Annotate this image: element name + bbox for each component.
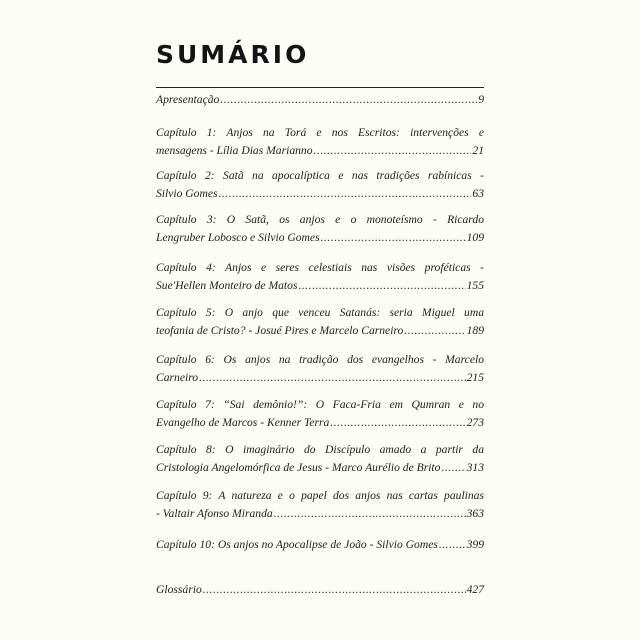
dot-leader (298, 277, 465, 295)
dot-leader (404, 322, 465, 340)
toc-entry-title-line: Capítulo 9: A natureza e o papel dos anjos nas cartas paulinas (156, 489, 484, 502)
toc-entry-leader-line (156, 277, 484, 295)
page-number: 109 (466, 231, 484, 244)
toc-entry (156, 259, 484, 295)
toc-entry-leader-line (156, 91, 484, 109)
toc-entry-title-line: Capítulo 7: “Sai demônio!”: O Faca-Fria em Qumran e no (156, 398, 484, 411)
page-number: 363 (466, 507, 484, 520)
toc-entry-leader-line (156, 414, 484, 432)
toc-entry (156, 304, 484, 340)
dot-leader (330, 414, 465, 432)
toc-entry-leader-line (156, 185, 484, 203)
toc-entry-title-line: Capítulo 2: Satã na apocalíptica e nas tradições rabínicas - (156, 169, 484, 182)
dot-leader (220, 91, 477, 109)
toc-entry-leader-line (156, 229, 484, 247)
dot-leader (314, 142, 472, 160)
page-number: 155 (466, 279, 484, 292)
toc-entry (156, 487, 484, 523)
page-number: 313 (466, 461, 484, 474)
dot-leader (441, 459, 465, 477)
toc-entry (156, 211, 484, 247)
dot-leader (203, 581, 466, 599)
page-number: 273 (466, 416, 484, 429)
toc-entry-title-line: Capítulo 1: Anjos na Torá e nos Escritos: intervenções e (156, 126, 484, 139)
toc-entry-text: - Valtair Afonso Miranda (156, 507, 273, 520)
toc-entry (156, 441, 484, 477)
page-number: 189 (466, 324, 484, 337)
toc-entry-leader-line (156, 322, 484, 340)
toc-entry-text: teofania de Cristo? - Josué Pires e Marcelo Carneiro (156, 324, 404, 337)
dot-leader (321, 229, 466, 247)
page-title: SUMÁRIO (156, 40, 310, 69)
page-number: 427 (466, 583, 484, 596)
dot-leader (274, 505, 466, 523)
toc-entry-title-line: Capítulo 4: Anjos e seres celestiais nas visões proféticas - (156, 261, 484, 274)
dot-leader (439, 536, 466, 554)
toc-entry-leader-line (156, 142, 484, 160)
dot-leader (219, 185, 472, 203)
toc-entry (156, 351, 484, 387)
toc-entry-title-line: Capítulo 5: O anjo que venceu Satanás: seria Miguel uma (156, 306, 484, 319)
toc-entry-title-line: Capítulo 8: O imaginário do Discípulo amado a partir da (156, 443, 484, 456)
toc-entry-leader-line (156, 505, 484, 523)
toc-entry (156, 91, 484, 109)
toc-entry-text: Apresentação (156, 93, 220, 106)
toc-entry-leader-line (156, 581, 484, 599)
toc-entry-text: mensagens - Lília Dias Marianno (156, 144, 313, 157)
toc-entry-text: Glossário (156, 583, 202, 596)
page-number: 63 (472, 187, 484, 200)
toc-entry-leader-line (156, 536, 484, 554)
toc-entry-text: Carneiro (156, 371, 199, 384)
toc-entry-text: Silvio Gomes (156, 187, 218, 200)
toc-entry (156, 536, 484, 554)
toc-entry-text: Capítulo 10: Os anjos no Apocalipse de João - Silvio Gomes (156, 538, 438, 551)
page-number: 215 (466, 371, 484, 384)
toc-entry-text: Lengruber Lobosco e Silvio Gomes (156, 231, 320, 244)
top-rule (156, 87, 484, 88)
toc-entry-text: Evangelho de Marcos - Kenner Terra (156, 416, 330, 429)
toc-entry-text: Sue'Hellen Monteiro de Matos (156, 279, 298, 292)
toc-entry (156, 124, 484, 160)
page-number: 21 (472, 144, 484, 157)
page-number: 9 (478, 93, 484, 106)
toc-entry (156, 167, 484, 203)
toc-entry-title-line: Capítulo 6: Os anjos na tradição dos evangelhos - Marcelo (156, 353, 484, 366)
toc-entry-text: Cristologia Angelomórfica de Jesus - Marco Aurélio de Brito (156, 461, 441, 474)
toc-entry (156, 396, 484, 432)
toc-entry-leader-line (156, 459, 484, 477)
toc-entry (156, 581, 484, 599)
dot-leader (199, 369, 466, 387)
toc-entry-leader-line (156, 369, 484, 387)
page-number: 399 (466, 538, 484, 551)
toc-entry-title-line: Capítulo 3: O Satã, os anjos e o monoteísmo - Ricardo (156, 213, 484, 226)
